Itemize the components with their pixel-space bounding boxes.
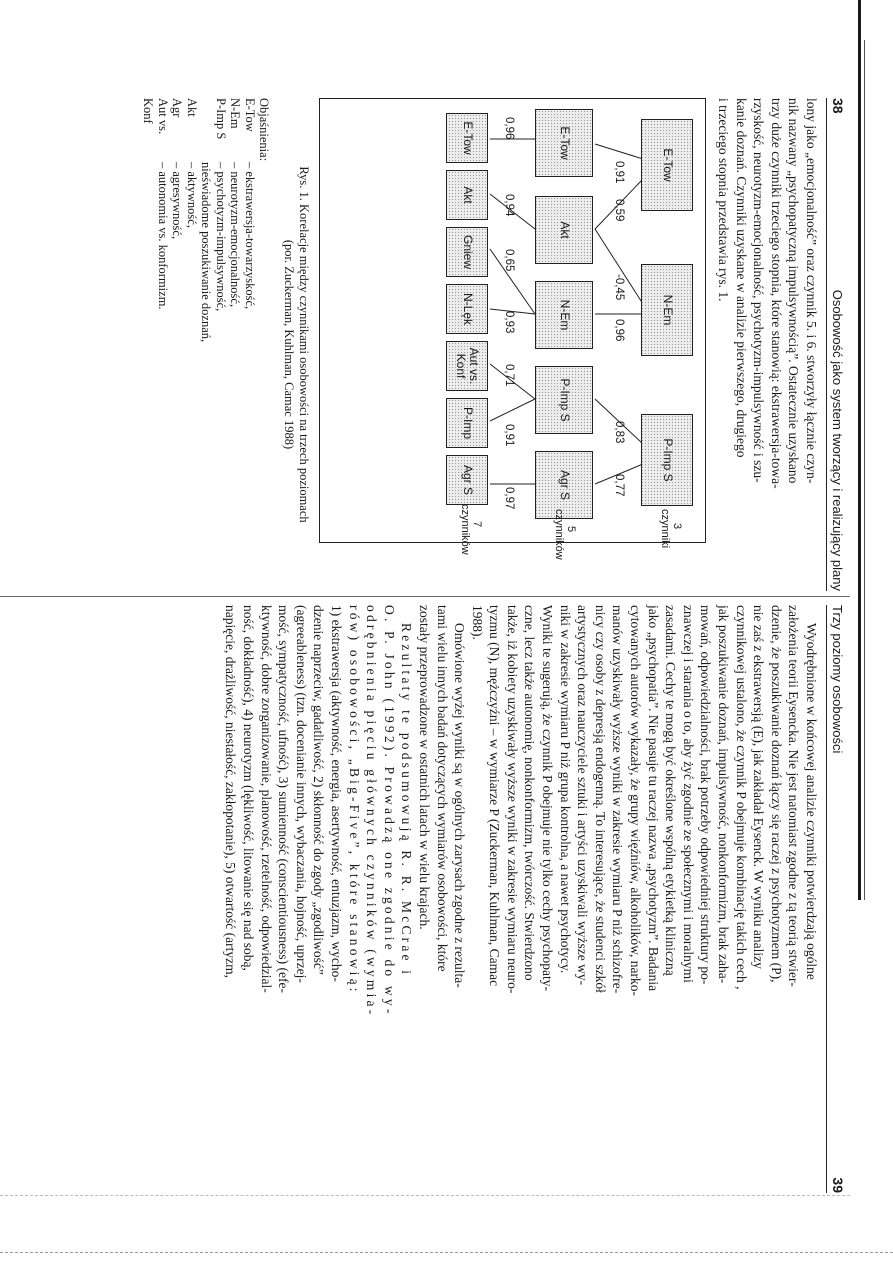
coefficient: 0,65 <box>503 249 516 272</box>
factor-box-level3: N-Em <box>641 264 693 356</box>
factor-box-level7: E-Tow <box>446 113 488 163</box>
figure-caption <box>281 98 311 591</box>
spaced-text-line: Rezultaty te podsumowują R. R. McCrae i <box>399 623 415 978</box>
text-line: niki w zakresie wymiaru P niż grupa kontrolna, a nawet psychotycy. <box>557 605 573 974</box>
coefficient: 0,96 <box>613 319 626 342</box>
legend-desc: – agresywność, <box>170 162 185 240</box>
factor-box-level5: Agr S <box>535 451 593 519</box>
book-spine-edge-inner <box>864 40 865 900</box>
text-line: dzenie, że poszukiwanie doznań łączy się raczej z psychotyzmem (P), <box>768 605 784 983</box>
paragraph-3 <box>222 605 416 1193</box>
text-line: ność, dokładność), 4) neurotyzm (lękliwość, litowanie się nad sobą, <box>241 605 256 971</box>
running-head-title: Osobowość jako system tworzący i realizujący plany <box>830 289 845 591</box>
intro-paragraph <box>714 98 820 591</box>
text-line: trzy duże czynniki trzeciego stopnia, które stanowią: ekstrawersja-towa- <box>768 98 784 489</box>
factor-box-level3: P-Imp S <box>641 414 693 506</box>
coefficient: 0,77 <box>613 474 626 497</box>
legend-abbr: N-Em <box>228 98 243 129</box>
factor-box-level5: E-Tow <box>535 109 593 177</box>
legend-abbr: E-Tow <box>242 98 257 132</box>
legend-desc: – ekstrawersja-towarzyskość, <box>242 162 257 310</box>
page-number: 38 <box>830 98 846 114</box>
legend-row <box>141 98 170 591</box>
page-number: 39 <box>830 1177 846 1193</box>
book-spine-edge <box>858 0 861 900</box>
text-line: (agreeableness) (tzn. docenianie innych, wybaczania, hojność, uprzej- <box>293 605 309 983</box>
factor-box-level7: Gniew <box>446 227 488 277</box>
legend-row <box>184 98 199 591</box>
factor-box-level5: N-Em <box>535 281 593 349</box>
text-line: rzyskość, neurotyzm-emocjonalność, psychotyzm-impulsywność i szu- <box>751 98 767 483</box>
text-line: nie zaś z ekstrawersją (E), jak zakładał Eysenck. W wyniku analizy <box>751 605 767 969</box>
text-line: manów uzyskiwały wyższe wyniki w zakresie wymiaru P niż schizofre- <box>610 605 626 994</box>
text-line: cytowanych autorów wykazały, że grupy więźniów, alkoholików, narko- <box>628 605 644 996</box>
text-line: artystycznych oraz nauczyciele sztuki i artyści uzyskiwali wyższe wy- <box>575 605 591 986</box>
legend-abbr: Aut vs. Konf <box>141 98 170 135</box>
legend-desc: – autonomia vs. konformizm. <box>155 162 170 310</box>
text-line: założenia teorii Eysencka. Nie jest natomiast zgodne z tą teorią stwier- <box>786 605 802 987</box>
text-line: zostały przeprowadzone w ostatnich latach w wielu krajach. <box>416 605 432 930</box>
coefficient: 0,91 <box>503 424 516 447</box>
page-38 <box>141 98 846 591</box>
level3-note: 3 czynniki <box>659 509 684 549</box>
running-head <box>826 605 846 1193</box>
legend-desc: nieświadome poszukiwanie doznań, <box>199 162 214 343</box>
text-line: dzenie naprzeciw, gadatliwość, 2) skłonność do zgody „zgodliwość” <box>311 605 327 975</box>
scan-artifact-line <box>0 1195 850 1197</box>
coefficient: -0,45 <box>613 274 626 301</box>
level5-note: 5 czynników <box>553 509 578 560</box>
page-39 <box>146 605 846 1193</box>
coefficient: 0,71 <box>503 364 516 387</box>
legend-desc: – neurotyzm-emocjonalność, <box>228 162 243 308</box>
paragraph-2 <box>415 605 468 1193</box>
coefficient: 0,83 <box>613 421 626 444</box>
legend-row <box>228 98 243 591</box>
spaced-text-line: odrębnienia pięciu głównych czynników (wymia- <box>364 605 380 1018</box>
text-line: także, iż kobiety uzyskiwały wyższe wyniki w zakresie wymiaru neuro- <box>504 605 520 994</box>
legend-row <box>213 98 228 591</box>
text-line: czynnikowej ustalono, że czynnik P obejmuje kombinację takich cech , <box>733 605 749 990</box>
text-line: mość, sympatyczność, ufność), 3) sumienność (conscientiousness) (efe- <box>276 605 292 994</box>
text-line: 1988). <box>469 605 485 640</box>
factor-box-level3: E-Tow <box>641 119 693 211</box>
text-line: zasadami. Cechy te mogą być określone wspólną etykietką kliniczną <box>663 605 679 976</box>
legend-abbr <box>199 98 214 162</box>
paragraph-1 <box>468 605 820 1193</box>
factor-box-level5: Akt <box>535 196 593 264</box>
level7-note: 7 czynników <box>459 504 484 555</box>
legend-desc: – psychotyzm-impulsywność, <box>213 162 228 312</box>
factor-diagram <box>319 98 706 560</box>
text-line: nik nazwany „psychopatyczną impulsywnością”. Ostatecznie uzyskano <box>786 98 802 484</box>
legend-row <box>170 98 185 591</box>
book-spine-shadow <box>850 0 893 1263</box>
text-line: lony jako „emocjonalność” oraz czynnik 5. i 6. stworzyły łącznie czyn- <box>804 98 819 484</box>
running-head <box>826 98 846 591</box>
legend-desc: – aktywność, <box>184 162 199 228</box>
text-line: 1) ekstrawersja (aktywność, energia, asertywność, entuzjazm, wycho- <box>328 605 344 982</box>
caption-line: Rys. 1. Korelacje między czynnikami osobowości na trzech poziomach <box>297 166 312 523</box>
factor-box-level7: Agr S <box>446 455 488 505</box>
figure-legend <box>141 98 272 591</box>
legend-row <box>242 98 257 591</box>
coefficient: 0,93 <box>503 311 516 334</box>
legend-title: Objaśnienia: <box>257 98 272 162</box>
text-line: Wyniki te sugerują, że czynnik P obejmuje nie tylko cechy psychopaty- <box>540 605 556 991</box>
caption-line: (por. Zuckerman, Kuhlman, Camac 1988) <box>282 239 297 450</box>
legend-abbr: P-Imp S <box>213 98 228 140</box>
legend-abbr: Agr <box>170 98 185 118</box>
text-line: Wyodrębnione w końcowej analizie czynniki potwierdzają ogólne <box>804 623 819 980</box>
coefficient: 0,94 <box>503 194 516 217</box>
coefficient: 0,97 <box>503 487 516 510</box>
text-line: mowań, odpowiedzialności, brak potrzeby odpowiedniej struktury po- <box>698 605 714 985</box>
text-line: jak poszukiwanie doznań, impulsywność, nonkonformizm, brak zaha- <box>716 605 732 984</box>
text-line: tyzmu (N), mężczyźni – w wymiarze P (Zuckerman, Kuhlman, Camac <box>487 605 503 987</box>
legend-abbr: Akt <box>184 98 199 117</box>
coefficient: 0,59 <box>613 199 626 222</box>
scan-artifact-line-bottom <box>0 1252 893 1254</box>
text-line: czne, lecz także autonomię, nonkonformizm, twórczość. Stwierdzono <box>522 605 538 981</box>
coefficient: 0,96 <box>503 117 516 140</box>
text-line: Omówione wyżej wyniki są w ogólnych zarysach zgodne z rezulta- <box>452 623 468 988</box>
text-line: jako „psychopatia”. Nie pasuje tu raczej nazwa „psychotyzm”. Badania <box>645 605 661 992</box>
spaced-text-line: rów) osobowości, „Big-Five”, które stanowią: <box>346 605 362 995</box>
text-line: nicy czy osoby z depresją endogenną. To interesujące, że studenci szkół <box>592 605 608 993</box>
coefficient: 0,91 <box>613 161 626 184</box>
text-line: i trzeciego stopnia przedstawia rys. 1. <box>716 98 732 302</box>
text-line: kanie doznań. Czynniki uzyskane w analizie pierwszego, drugiego <box>733 98 749 458</box>
spaced-text-line: O. P. John (1992). Prowadzą one zgodnie do wy- <box>381 605 397 1017</box>
factor-box-level7: Aut vs. Konf <box>446 341 488 391</box>
legend-row <box>199 98 214 591</box>
text-line: ktywność, dobre zorganizowanie, planowość, rzetelność, odpowiedzial- <box>258 605 274 993</box>
factor-box-level7: P-Imp <box>446 398 488 448</box>
factor-box-level7: N-Lęk <box>446 284 488 334</box>
text-line: tami wielu innych badań dotyczących wymiarów osobowości, które <box>434 605 450 972</box>
text-line: napięcie, drażliwość, niestałość, zakłopotanie), 5) otwartość (artyzm, <box>223 605 239 978</box>
factor-box-level5: P-Imp S <box>535 366 593 434</box>
text-line: znawczej i starania o to, aby żyć zgodnie ze społecznymi i moralnymi <box>680 605 696 983</box>
running-head-title: Trzy poziomy osobowości <box>830 605 845 754</box>
page-gutter <box>0 596 850 597</box>
factor-box-level7: Akt <box>446 170 488 220</box>
